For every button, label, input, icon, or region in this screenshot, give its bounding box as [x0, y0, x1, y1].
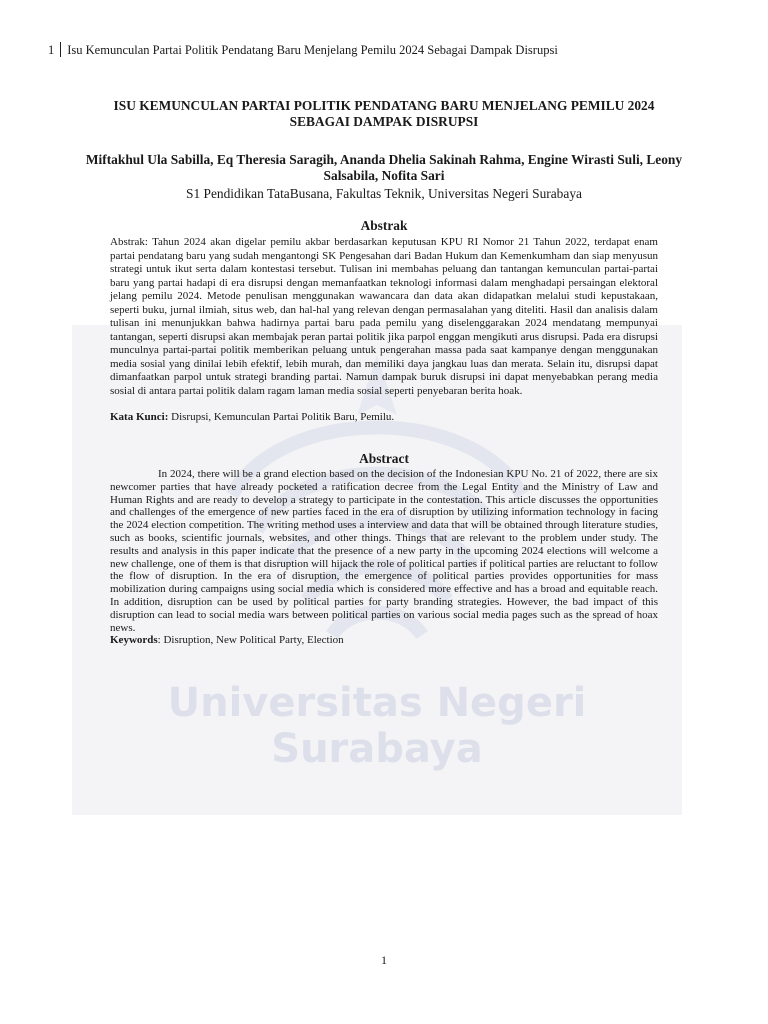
header-page-number: 1 — [48, 43, 55, 57]
paper-affiliation: S1 Pendidikan TataBusana, Fakultas Teknik, Universitas Negeri Surabaya — [186, 186, 582, 201]
abstract-body: In 2024, there will be a grand election based on the decision of the Indonesian KPU No. 21 of 2022, there are six newcomer parties that have already pocketed a ratification decree from the Legal Entity and the Ministry of Law and Human Rights and are ready to develop a strategy to participate in the contestation. This article discusses the opportunities and challenges of the emergence of new parties faced in the era of disruption by utilizing information technology in facing the 2024 election competition. The writing method uses a interview and data that will be obtained through literature studies, such as books, scientific journals, websites, and other things. Things that are relevant to the problem under study. The results and analysis in this paper indicate that the presence of a new party in the upcoming 2024 elections will welcome a new challenge, one of them is that disruption will hijack the role of political parties if political parties are reluctant to follow the flow of disruption. In the era of disruption, the emergence of political parties provides opportunities for mass mobilization during campaigns using social media which is considered more effective and has a broad and equitable reach. In addition, disruption can be used by political parties for party branding strategies. However, the bad impact of this disruption can lead to social media wars between political parties on various social media pages such as the spread of hoax news. — [110, 468, 658, 634]
keywords — [110, 634, 658, 647]
watermark-text: Universitas Negeri Surabaya — [167, 680, 587, 772]
abstrak-body: Abstrak: Tahun 2024 akan digelar pemilu akbar berdasarkan keputusan KPU RI Nomor 21 Tahun 2022, terdapat enam partai pendatang baru yang sudah mengantongi SK Pengesahan dari Badan Hukum dan Kemenkumham dan siap menyusun strategi untuk ikut serta dalam kontestasi tersebut. Tulisan ini membahas peluang dan tantangan kemunculan partai-partai baru yang partai hadapi di era disrupsi dengan memanfaatkan teknologi informasi dalam menghadapi persaingan elektoral jelang pemilu 2024. Metode penulisan menggunakan wawancara dan data akan didapatkan melalui studi kepustakaan, seperti buku, jurnal ilmiah, situs web, dan hal-hal yang relevan dengan permasalahan yang diteliti. Hasil dan analisis dalam tulisan ini menunjukkan bahwa hadirnya partai baru pada pemilu yang diselenggarakan 2024 mendatang mempunyai tantangan, seperti disrupsi akan membajak peran partai politik jika parpol enggan mengikuti arus disrupsi. Pada era disrupsi munculnya partai-partai politik memberikan peluang untuk pengerahan massa pada saat kampanye dengan menggunakan media sosial yang dinilai lebih efektif, lebih murah, dan memiliki daya jangkau luas dan merata. Selain itu, disrupsi dapat dimanfaatkan parpol untuk strategi branding partai. Namun dampak buruk disrupsi ini dapat menyebabkan perang media sosial di antara partai politik dalam ragam laman media sosial seperti penyebaran berita hoak. — [110, 236, 658, 397]
running-header — [48, 42, 728, 58]
abstrak-heading: Abstrak — [360, 218, 408, 233]
keywords-label: Keywords — [110, 634, 158, 647]
paper-authors: Miftakhul Ula Sabilla, Eq Theresia Saragih, Ananda Dhelia Sakinah Rahma, Engine Wirasti Suli, Leony Salsabila, Nofita Sari — [85, 152, 683, 183]
kata-kunci-text: Disrupsi, Kemunculan Partai Politik Baru, Pemilu. — [168, 411, 395, 423]
keywords-text: : Disruption, New Political Party, Election — [157, 634, 344, 647]
footer-page-number: 1 — [381, 953, 387, 967]
running-title: Isu Kemunculan Partai Politik Pendatang Baru Menjelang Pemilu 2024 Sebagai Dampak Disrupsi — [67, 43, 558, 57]
kata-kunci-label: Kata Kunci: — [110, 411, 169, 423]
header-divider — [60, 42, 61, 57]
paper-body — [85, 98, 683, 647]
paper-title: ISU KEMUNCULAN PARTAI POLITIK PENDATANG BARU MENJELANG PEMILU 2024 SEBAGAI DAMPAK DISRUPSI — [113, 98, 655, 129]
abstract-heading: Abstract — [359, 451, 409, 466]
kata-kunci — [110, 410, 658, 424]
